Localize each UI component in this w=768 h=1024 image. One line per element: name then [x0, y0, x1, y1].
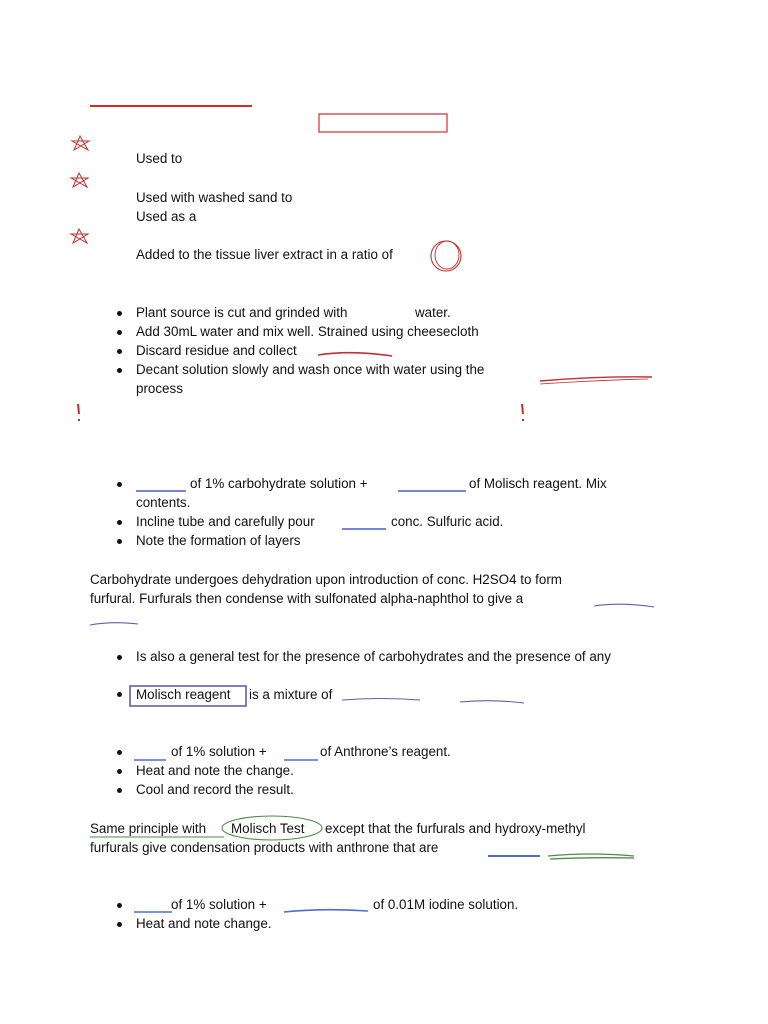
bullet	[117, 769, 122, 774]
list-item-tail: of 0.01M iodine solution.	[373, 897, 519, 912]
list-item-tail: conc. Sulfuric acid.	[391, 514, 504, 529]
anthrone-paragraph: except that the furfurals and hydroxy-methyl	[325, 821, 586, 836]
purple-scribble-mark	[594, 604, 654, 607]
list-item: is a mixture of	[249, 687, 333, 702]
exclamation-icon	[78, 404, 79, 421]
list-item: Heat and note change.	[136, 916, 272, 931]
molisch-test-label: Molisch Test	[231, 821, 305, 836]
bullet	[117, 330, 122, 335]
bullet	[117, 520, 122, 525]
list-item: Plant source is cut and grinded with	[136, 305, 348, 320]
bullet	[117, 539, 122, 544]
list-item-tail: of Molisch reagent. Mix	[469, 476, 607, 491]
exclamation-icon	[522, 404, 523, 421]
bullet	[117, 368, 122, 373]
list-item-tail: of Anthrone’s reagent.	[320, 744, 451, 759]
red-box-mark	[319, 114, 447, 132]
list-item-tail: contents.	[136, 495, 191, 510]
list-item-tail: process	[136, 381, 183, 396]
red-scribble-mark	[540, 377, 652, 381]
star-icon	[71, 173, 88, 187]
section1-line4: Added to the tissue liver extract in a ratio of	[136, 247, 393, 262]
star-icon	[72, 136, 89, 150]
list-item: Heat and note the change.	[136, 763, 294, 778]
section1-line3: Used as a	[136, 209, 197, 224]
list-item-tail: water.	[415, 305, 451, 320]
bullet	[117, 692, 122, 697]
bullet	[117, 482, 122, 487]
bullet	[117, 922, 122, 927]
molisch-paragraph: furfural. Furfurals then condense with sulfonated alpha-naphthol to give a	[90, 591, 524, 606]
molisch-paragraph: Carbohydrate undergoes dehydration upon introduction of conc. H2SO4 to form	[90, 572, 562, 587]
list-item: Is also a general test for the presence of carbohydrates and the presence of any	[136, 649, 611, 664]
list-item: Incline tube and carefully pour	[136, 514, 315, 529]
bullet	[117, 750, 122, 755]
anthrone-paragraph: furfurals give condensation products with anthrone that are	[90, 840, 439, 855]
list-item: Note the formation of layers	[136, 533, 301, 548]
purple-scribble-mark	[90, 623, 138, 625]
section1-line1: Used to	[136, 151, 183, 166]
molisch-reagent-label: Molisch reagent	[136, 687, 231, 702]
red-circle-mark	[431, 241, 461, 271]
bullet	[117, 349, 122, 354]
list-item: Add 30mL water and mix well. Strained using cheesecloth	[136, 324, 479, 339]
red-scribble-mark	[540, 379, 648, 384]
section1-line2: Used with washed sand to	[136, 190, 293, 205]
list-item: of 1% solution +	[171, 897, 267, 912]
anthrone-paragraph: Same principle with	[90, 821, 207, 836]
green-scribble-mark	[548, 854, 634, 859]
bullet	[117, 903, 122, 908]
purple-scribble-mark	[460, 701, 524, 703]
blue-scribble-mark	[284, 910, 368, 912]
bullet	[117, 311, 122, 316]
red-scribble-mark	[318, 353, 392, 356]
star-icon	[71, 229, 88, 243]
bullet	[117, 788, 122, 793]
red-circle-mark	[435, 241, 459, 269]
list-item: Decant solution slowly and wash once with water using the	[136, 362, 485, 377]
list-item: Discard residue and collect	[136, 343, 297, 358]
list-item: of 1% carbohydrate solution +	[190, 476, 368, 491]
list-item: Cool and record the result.	[136, 782, 294, 797]
purple-scribble-mark	[342, 699, 420, 701]
bullet	[117, 655, 122, 660]
list-item: of 1% solution +	[171, 744, 267, 759]
